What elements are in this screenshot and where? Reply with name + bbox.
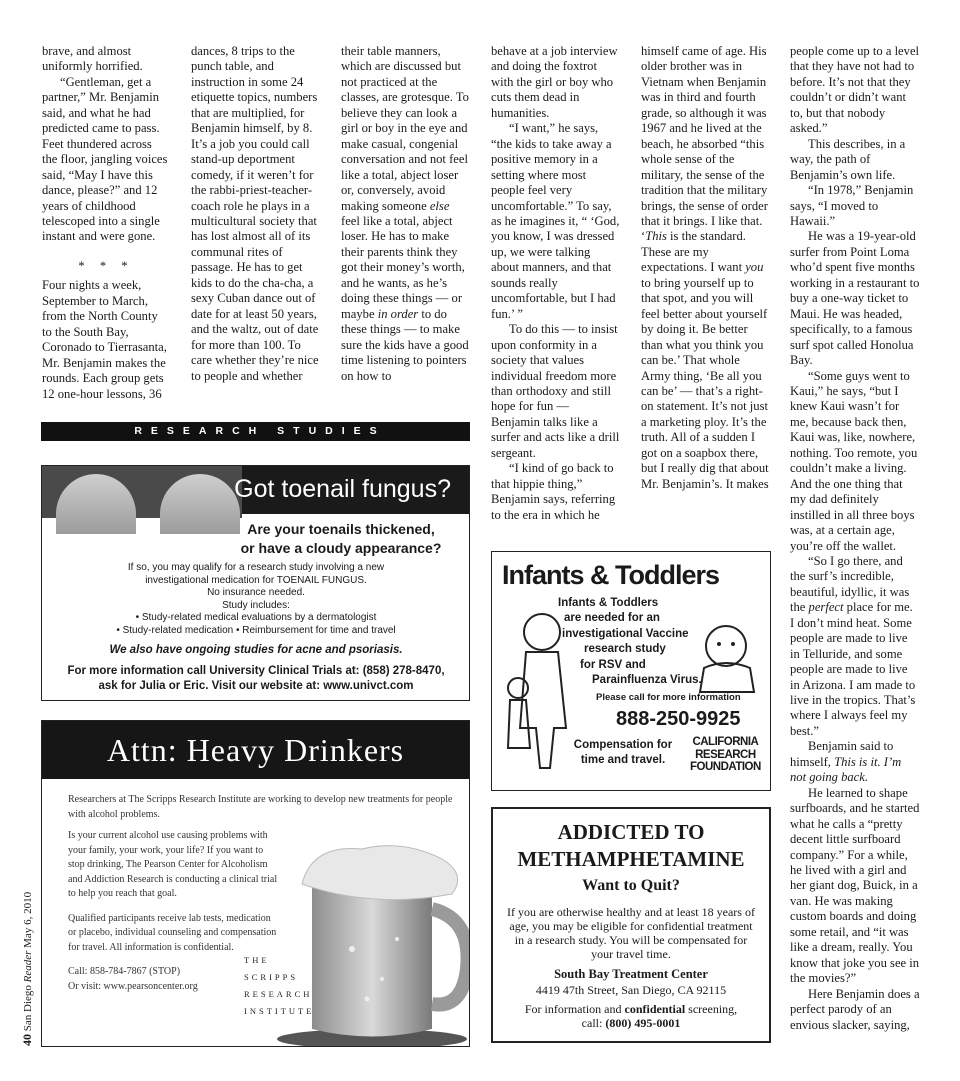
article-column-1: [42, 44, 170, 402]
ad-body: Is your current alcohol use causing problems with your family, your work, your life? If you want to stop drinking, The Pearson Center for Alcoholism and Addiction Research is conducting a clinical trial to help you reach that goal. Qualified participants receive lab tests, medication or placebo, individual counseling and compensation for travel. All information is confidential. Call: 858-784-7867 (STOP) Or visit: www.pearsoncenter.org: [68, 830, 278, 992]
ad-contact: For more information call University Clinical Trials at: (858) 278-8470, ask for Julia or Eric. Visit our website at: www.univct.com: [67, 665, 445, 692]
article-column-5: [641, 44, 771, 492]
article-paragraph: their table manners, which are discussed but not practiced at the classes, are grotesque. To believe they can look a girl or boy in the eye and make casual, congenial conversation and not feel like a total, abject loser or, conversely, avoid making someone else feel like a total, abject loser. He has to make their parents think they got their money’s worth, and he wants, as he’s doing these things — or maybe in order to do these things — to make sure the kids have a good time listening to pointers on how to: [341, 44, 469, 383]
ad-headline: ADDICTED TO METHAMPHETAMINE: [517, 820, 745, 871]
ad-contact: For information and confidential screening, call: (800) 495-0001: [524, 1002, 738, 1030]
ad-body: Infants & Toddlers are needed for an investigational Vaccine research study for RSV and Parainfluenza Virus.: [558, 597, 702, 687]
article-paragraph: “In 1978,” Benjamin says, “I moved to Hawaii.”: [790, 183, 914, 228]
ad-phone[interactable]: (800) 495-0001: [605, 1016, 681, 1030]
toenail-photo: [42, 466, 242, 518]
article-paragraph: Benjamin said to himself, This is it. I’m not going back.: [790, 739, 902, 785]
article-paragraph: “So I go there, and the surf’s incredible, beautiful, idyllic, it was the perfect place for me. I don’t mind heat. Some people are made to live in Telluride, and some people are made to live in Arizona. I am made to live in the tropics. That’s where I always feel my best.”: [790, 553, 916, 738]
ad-toenail-fungus[interactable]: [41, 465, 470, 701]
ad-methamphetamine[interactable]: [491, 807, 771, 1043]
ad-compensation: Compensation for time and travel.: [573, 739, 673, 766]
article-column-4: [491, 44, 621, 523]
article-paragraph: Four nights a week, September to March, from the North County to the South Bay, Coronado to Tierrasanta, Mr. Benjamin makes the rounds. Each group gets 12 one-hour lessons, 36: [42, 278, 167, 401]
page-number: 40: [20, 1034, 34, 1046]
ad-call-text: Please call for more information: [596, 692, 741, 703]
article-paragraph: “I want,” he says, “the kids to take away a positive memory in a setting where most people feel very uncomfortable.” To say, as he imagines it, “ ‘God, you know, I was dressed up, we were talking about manners, and that sounds really uncomfortable, but I had fun.’ ”: [491, 121, 620, 321]
article-paragraph: He was a 19-year-old surfer from Point Loma who’d spent five months working in a restaurant to buy a one-way ticket to Maui. He was headed, specifically, to a famous surf spot called Honolua Bay.: [790, 229, 920, 368]
article-paragraph: This describes, in a way, the path of Benjamin’s own life.: [790, 136, 906, 182]
ad-body: If you are otherwise healthy and at least 18 years of age, you may be eligible for confidential treatment in a research study. You will be compensated for your travel time.: [507, 905, 755, 961]
ad-body: If so, you may qualify for a research study involving a new investigational medication for TOENAIL FUNGUS. No insurance needed. Study includes: • Study-related medical evaluations by a dermatologist • Study-related medication • Reimbursement for time and travel: [116, 562, 396, 636]
section-break: * * *: [78, 258, 134, 273]
ad-subheadline: Are your toenails thickened, or have a cloudy appearance?: [240, 521, 442, 556]
ad-headline: Attn: Heavy Drinkers: [42, 721, 469, 779]
scripps-logo: THE SCRIPPS RESEARCH INSTITUTE: [244, 955, 315, 1016]
ad-intro: Researchers at The Scripps Research Institute are working to develop new treatments for people with alcohol problems.: [68, 794, 453, 820]
article-column-2: [191, 44, 321, 384]
article-paragraph: brave, and almost uniformly horrified.: [42, 44, 143, 74]
article-paragraph: “I kind of go back to that hippie thing,” Benjamin says, referring to the era in which he: [491, 461, 616, 522]
article-column-3: [341, 44, 471, 384]
ad-infants-toddlers[interactable]: [491, 551, 771, 791]
ad-address: 4419 47th Street, San Diego, CA 92115: [535, 983, 727, 997]
article-column-6: [790, 44, 920, 1033]
article-paragraph: himself came of age. His older brother was in Vietnam when Benjamin was in third and fourth grade, so although it was 1967 and he lived at the beach, he absorbed “this whole sense of the military, the sense of the tradition that the military brings, the sense of order that it brings. I like that. ‘This is the standard. These are my expectations. I want you to bring yourself up to that spot, and you will feel better about yourself by doing it. Be better than what you think you can be.’ That whole Army thing, ‘Be all you can be’ — that’s a right-on statement. It’s not just a marketing ploy. It’s the truth. All of a sudden I got on a soapbox there, but I really dig that about Mr. Benjamin’s. It makes: [641, 44, 769, 491]
article-paragraph: “Gentleman, get a partner,” Mr. Benjamin said, and what he had predicted came to pass. Feet thundered across the floor, jangling voices said, “May I have this dance, please?” and 12 years of childhood telescoped into a single instant and were gone.: [42, 74, 168, 244]
crf-logo: CALIFORNIA RESEARCH FOUNDATION: [690, 736, 761, 773]
toenail-image: [56, 474, 136, 534]
article-paragraph: people come up to a level that they have not had to before. It’s not that they couldn’t or didn’t want to, but that nobody asked.”: [790, 44, 920, 136]
page-folio: 40 San Diego Reader May 6, 2010: [20, 891, 34, 1046]
ad-note: We also have ongoing studies for acne and psoriasis.: [109, 644, 403, 656]
ad-subheadline: Want to Quit?: [582, 877, 680, 894]
article-paragraph: He learned to shape surfboards, and he started what he calls a “pretty decent little surfboard company.” For a while, he lived with a girl and her giant dog, Buick, in a van. He was making custom boards and doing some retail, and “it was like a dream, really. You know that joke you see in the movies?”: [790, 785, 920, 986]
article-paragraph: To do this — to insist upon conformity in a society that values individual freedom more than orthodoxy and still hope for fun — Benjamin talks like a surfer and acts like a drill sergeant.: [491, 322, 620, 460]
ad-headline: Got toenail fungus?: [234, 475, 451, 503]
ad-headline: Infants & Toddlers: [502, 560, 720, 590]
article-paragraph: dances, 8 trips to the punch table, and instruction in some 24 etiquette topics, numbers that are multiplied, for Benjamin himself, by 8. It’s a job you could call stand-up deportment comedy, if it weren’t for the rabbi-priest-teacher-coach role he plays in a multicultural society that has lost almost all of its communal rites of passage. He has to get kids to do the cha-cha, a sexy Cuban dance out of date for at least 50 years, and the waltz, out of date for more than 100. To care whether they’re nice to people and whether: [191, 44, 319, 383]
research-studies-header: RESEARCH STUDIES: [41, 422, 470, 441]
article-paragraph: Here Benjamin does a perfect parody of an envious slacker, saying,: [790, 986, 920, 1032]
ad-phone[interactable]: 888-250-9925: [616, 708, 741, 730]
article-paragraph: “Some guys went to Kaui,” he says, “but I knew Kaui wasn’t for me, because back then, Kaui was, like, nowhere, nothing. Too remote, you couldn’t make a living. And the one thing that my dad definitely instilled in all three boys was, at a certain age, you’re off the wallet.: [790, 368, 918, 553]
article-paragraph: behave at a job interview and doing the foxtrot with the girl or boy who cuts them dead in humanities.: [491, 44, 618, 120]
ad-organization: South Bay Treatment Center: [554, 967, 708, 981]
